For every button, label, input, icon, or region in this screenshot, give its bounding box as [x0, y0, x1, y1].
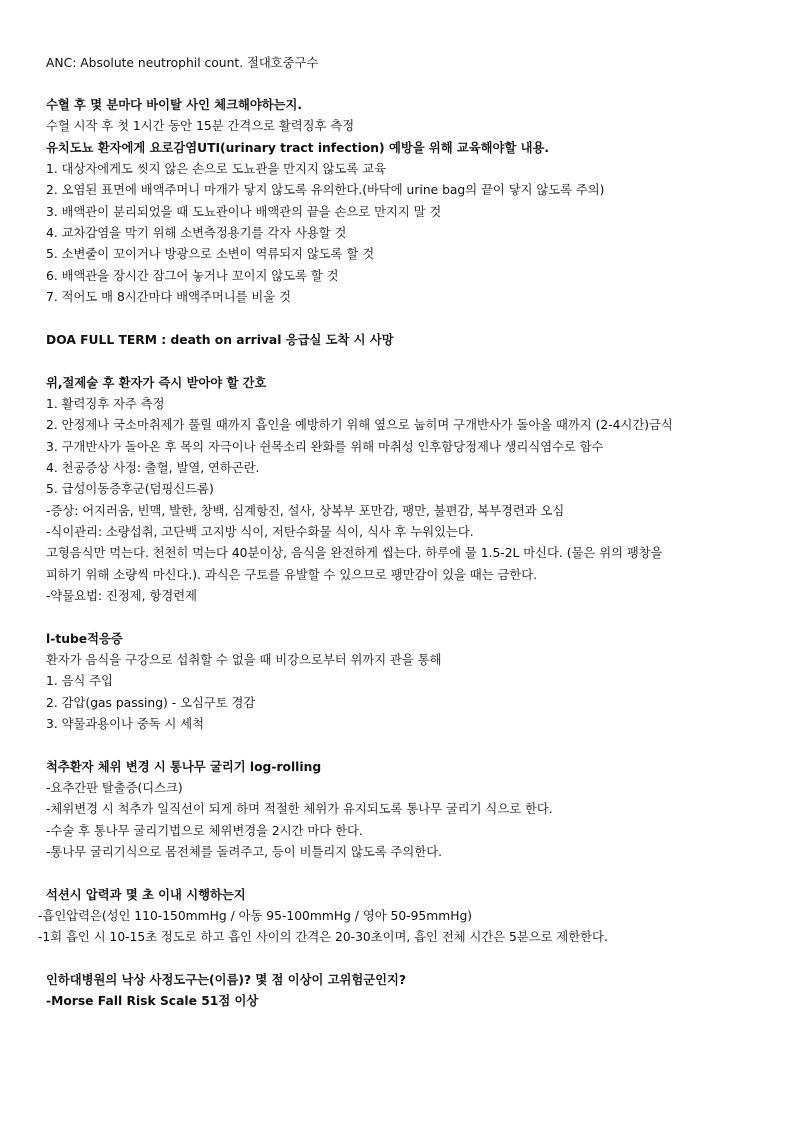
dumping-medication: -약물요법: 진정제, 항경련제: [46, 589, 197, 603]
l-tube-item-2: 2. 감압(gas passing) - 오심구토 경감: [46, 696, 256, 710]
uti-item-4: 4. 교차감염을 막기 위해 소변측정용기를 각자 사용할 것: [46, 226, 347, 240]
uti-item-3: 3. 배액관이 분리되었을 때 도뇨관이나 배액관의 끝을 손으로 만지지 말 것: [46, 205, 442, 219]
uti-item-1: 1. 대상자에게도 씻지 않은 손으로 도뇨관을 만지지 않도록 교육: [46, 162, 386, 176]
question-transfusion-vitals: 수혈 후 몇 분마다 바이탈 사인 체크해야하는지.: [46, 98, 303, 112]
l-tube-item-1: 1. 음식 주입: [46, 674, 114, 688]
dumping-diet: -식이관리: 소량섭취, 고단백 고지방 식이, 저탄수화물 식이, 식사 후 누워있는다.: [46, 525, 474, 539]
uti-item-5: 5. 소변줄이 꼬이거나 방광으로 소변이 역류되지 않도록 할 것: [46, 247, 375, 261]
question-l-tube: l-tube적응증: [46, 632, 123, 646]
suction-duration: -1회 흡인 시 10-15초 정도로 하고 흡인 사이의 간격은 20-30초이며, 흡인 전체 시간은 5분으로 제한한다.: [38, 930, 608, 944]
uti-item-6: 6. 배액관을 장시간 잠그어 놓거나 꼬이지 않도록 할 것: [46, 269, 339, 283]
answer-transfusion-vitals: 수혈 시작 후 첫 1시간 동안 15분 간격으로 활력징후 측정: [46, 119, 355, 133]
gastrectomy-item-4: 4. 천공증상 사정: 출혈, 발열, 연하곤란.: [46, 461, 260, 475]
question-uti-education: 유치도뇨 환자에게 요로감염UTI(urinary tract infection) 예방을 위해 교육해야할 내용.: [46, 141, 550, 155]
doa-definition: DOA FULL TERM : death on arrival 응급실 도착 시 사망: [46, 333, 394, 347]
gastrectomy-item-5: 5. 급성이동증후군(덤핑신드롬): [46, 482, 214, 496]
anc-definition: ANC: Absolute neutrophil count. 절대호중구수: [46, 56, 319, 70]
log-rolling-item-2: -체위변경 시 척추가 일직선이 되게 하며 적절한 체위가 유지되도록 통나무 굴리기 식으로 한다.: [46, 802, 553, 816]
uti-item-7: 7. 적어도 매 8시간마다 배액주머니를 비울 것: [46, 290, 291, 304]
l-tube-item-3: 3. 약물과용이나 중독 시 세척: [46, 717, 205, 731]
uti-item-2: 2. 오염된 표면에 배액주머니 마개가 닿지 않도록 유의한다.(바닥에 urine bag의 끝이 닿지 않도록 주의): [46, 183, 605, 197]
log-rolling-item-4: -통나무 굴리기식으로 몸전체를 돌려주고, 등이 비틀리지 않도록 주의한다.: [46, 845, 442, 859]
l-tube-description: 환자가 음식을 구강으로 섭취할 수 없을 때 비강으로부터 위까지 관을 통해: [46, 653, 442, 667]
question-fall-risk: 인하대병원의 낙상 사정도구는(이름)? 몇 점 이상이 고위험군인지?: [46, 973, 407, 987]
dumping-diet-detail-1: 고형음식만 먹는다. 천천히 먹는다 40분이상, 음식을 완전하게 씹는다. 하루에 물 1.5-2L 마신다. (물은 위의 팽창을: [46, 546, 663, 560]
dumping-symptoms: -증상: 어지러움, 빈맥, 발한, 창백, 심계항진, 설사, 상복부 포만감, 팽만, 불편감, 복부경련과 오심: [46, 504, 565, 518]
gastrectomy-item-1: 1. 활력징후 자주 측정: [46, 397, 165, 411]
question-log-rolling: 척추환자 체위 변경 시 통나무 굴리기 log-rolling: [46, 760, 322, 774]
dumping-diet-detail-2: 피하기 위해 소량씩 마신다.). 과식은 구토를 유발할 수 있으므로 팽만감이 있을 때는 금한다.: [46, 568, 538, 582]
gastrectomy-item-2: 2. 안정제나 국소마취제가 풀릴 때까지 흡인을 예방하기 위해 옆으로 눕히며 구개반사가 돌아올 때까지 (2-4시간)금식: [46, 418, 673, 432]
log-rolling-item-1: -요추간판 탈출증(디스크): [46, 781, 183, 795]
question-gastrectomy-care: 위,절제술 후 환자가 즉시 받아야 할 간호: [46, 376, 267, 390]
fall-risk-answer: -Morse Fall Risk Scale 51점 이상: [46, 994, 259, 1008]
gastrectomy-item-3: 3. 구개반사가 돌아온 후 목의 자극이나 쉰목소리 완화를 위해 마취성 인후함당정제나 생리식염수로 함수: [46, 440, 604, 454]
log-rolling-item-3: -수술 후 통나무 굴리기법으로 체위변경을 2시간 마다 한다.: [46, 824, 363, 838]
suction-pressure: -흡인압력은(성인 110-150mmHg / 아동 95-100mmHg / 영아 50-95mmHg): [38, 909, 473, 923]
question-suction: 석션시 압력과 몇 초 이내 시행하는지: [46, 888, 246, 902]
